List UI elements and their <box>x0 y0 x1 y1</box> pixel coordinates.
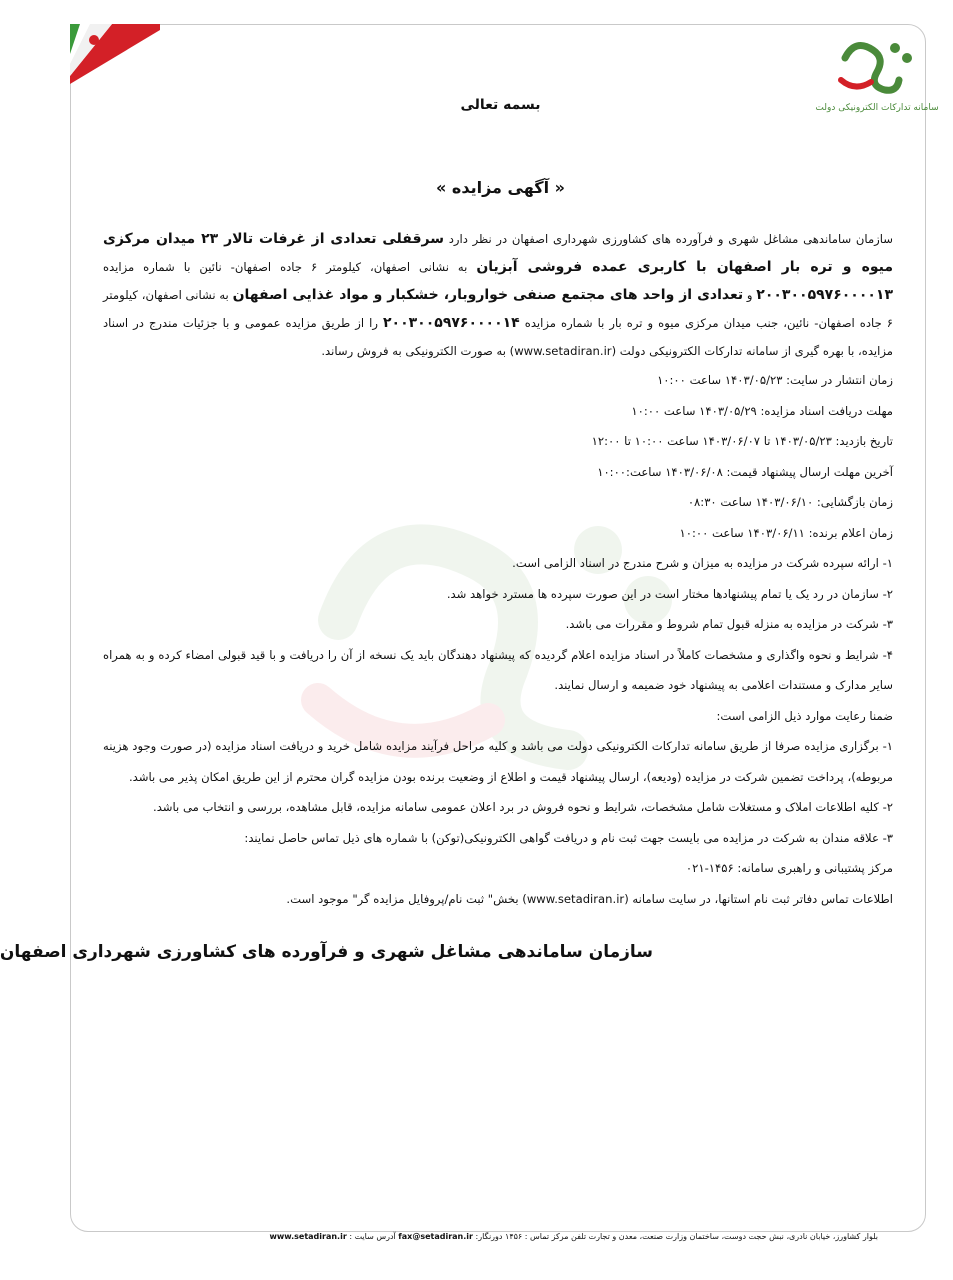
footer-address: بلوار کشاورز، خیابان نادری، نبش حجت دوست، ساختمان وزارت صنعت، معدن و تجارت تلفن مرکز تماس : ۱۴۵۶ دورنگار: <box>475 1232 878 1241</box>
date-documents-deadline: مهلت دریافت اسناد مزایده: ۱۴۰۳/۰۵/۲۹ ساعت ۱۰:۰۰ <box>631 403 893 418</box>
footer-site-label: آدرس سایت : <box>349 1232 396 1241</box>
intro-paragraph <box>103 225 893 365</box>
support-center: مرکز پشتیبانی و راهبری سامانه: ۱۴۵۶-۰۲۱ <box>685 861 893 875</box>
date-opening: زمان بازگشایی: ۱۴۰۳/۰۶/۱۰ ساعت ۰۸:۳۰ <box>687 495 893 509</box>
organization-signature: سازمان ساماندهی مشاغل شهری و فرآورده های کشاورزی شهرداری اصفهان <box>0 942 653 962</box>
note-2: ۲- کلیه اطلاعات املاک و مستغلات شامل مشخصات، شرایط و نحوه فروش در برد اعلان عمومی سامانه مزایده، قابل مشاهده، بررسی و انتخاب می باشد. <box>153 800 893 814</box>
intro-bold-1: سرقفلی تعدادی از غرفات تالار ۲۳ میدان مرکزی میوه و تره بار اصفهان با کاربری عمده فروشی آبزیان <box>103 231 893 275</box>
condition-2: ۲- سازمان در رد یک یا تمام پیشنهادها مختار است در این صورت سپرده ها مسترد خواهد شد. <box>446 586 893 601</box>
footer-fax[interactable]: fax@setadiran.ir <box>398 1232 473 1241</box>
basmala-heading: بسمه تعالی <box>460 97 541 113</box>
note-1: ۱- برگزاری مزایده صرفا از طریق سامانه تدارکات الکترونیکی دولت می باشد و کلیه مراحل فرآیند مزایده شامل خرید و دریافت اسناد مزایده (در صورت وجود هزینه مربوطه)، پرداخت تضمین شرکت در مزایده (ودیعه)، ارسال پیشنهاد قیمت و اطلاع از وضعیت برنده بودن مزایده گران محترم از این طریق امکان پذیر می باشد. <box>103 739 893 784</box>
condition-1: ۱- ارائه سپرده شرکت در مزایده به میزان و شرح مندرج در اسناد الزامی است. <box>512 556 893 570</box>
date-publish: زمان انتشار در سایت: ۱۴۰۳/۰۵/۲۳ ساعت ۱۰:۰۰ <box>657 373 893 387</box>
intro-text-2: به نشانی اصفهان، کیلومتر ۶ جاده اصفهان- نائین با شماره مزایده <box>103 260 468 274</box>
note-3: ۳- علاقه مندان به شرکت در مزایده می بایست جهت ثبت نام و دریافت گواهی الکترونیکی(توکن) با شماره های ذیل تماس حاصل نمایند: <box>244 830 893 845</box>
logo-text: سامانه تدارکات الکترونیکی دولت <box>815 103 939 113</box>
iran-flag-icon <box>70 24 160 84</box>
intro-text-1: سازمان ساماندهی مشاغل شهری و فرآورده های کشاورزی شهرداری اصفهان در نظر دارد <box>448 232 894 246</box>
intro-bold-2: تعدادی از واحد های مجتمع صنفی خواروبار، خشکبار و مواد غذایی اصفهان <box>232 287 744 303</box>
notice-body <box>103 225 893 914</box>
condition-3: ۳- شرکت در مزایده به منزله قبول تمام شروط و مقررات می باشد. <box>565 617 893 631</box>
condition-4: ۴- شرایط و نحوه واگذاری و مشخصات کاملاً در اسناد مزایده اعلام گردیده که پیشنهاد دهندگان باید یک نسخه از آن را دریافت و با قید قبولی امضاء کرده و به همراه سایر مدارک و مستندات اعلامی به پیشنهاد خود ضمیمه و ارسال نمایند. <box>103 647 893 692</box>
intro-text-4: به نشانی اصفهان، کیلومتر ۶ جاده اصفهان- نائین، جنب میدان مرکزی میوه و تره بار با شماره مزایده <box>103 288 893 330</box>
setad-logo-icon <box>815 28 939 128</box>
notice-title: « آگهی مزایده » <box>436 178 565 197</box>
date-bid-deadline: آخرین مهلت ارسال پیشنهاد قیمت: ۱۴۰۳/۰۶/۰۸ ساعت:۱۰:۰۰ <box>597 464 893 479</box>
registry-info: اطلاعات تماس دفاتر ثبت نام استانها، در سایت سامانه (www.setadiran.ir) بخش" ثبت نام/پروفایل مزایده گر" موجود است. <box>286 891 893 906</box>
intro-text-5: را از طریق مزایده عمومی و با جزئیات مندرج در اسناد مزایده، با بهره گیری از سامانه تدارکات الکترونیکی دولت (www.setadiran.ir) به صورت الکترونیکی به فروش رساند. <box>103 316 893 358</box>
intro-text-3: و <box>746 288 753 302</box>
auction-number-2: ۲۰۰۳۰۰۵۹۷۶۰۰۰۰۱۴ <box>383 315 520 331</box>
footer-site-link[interactable]: www.setadiran.ir <box>269 1232 347 1241</box>
footer-contact <box>158 1232 878 1241</box>
note-heading: ضمنا رعایت موارد ذیل الزامی است: <box>716 708 893 723</box>
auction-number-1: ۲۰۰۳۰۰۵۹۷۶۰۰۰۰۱۳ <box>756 287 894 303</box>
date-visit: تاریخ بازدید: ۱۴۰۳/۰۵/۲۳ تا ۱۴۰۳/۰۶/۰۷ ساعت ۱۰:۰۰ تا ۱۲:۰۰ <box>591 434 893 448</box>
date-winner-announce: زمان اعلام برنده: ۱۴۰۳/۰۶/۱۱ ساعت ۱۰:۰۰ <box>679 525 893 540</box>
